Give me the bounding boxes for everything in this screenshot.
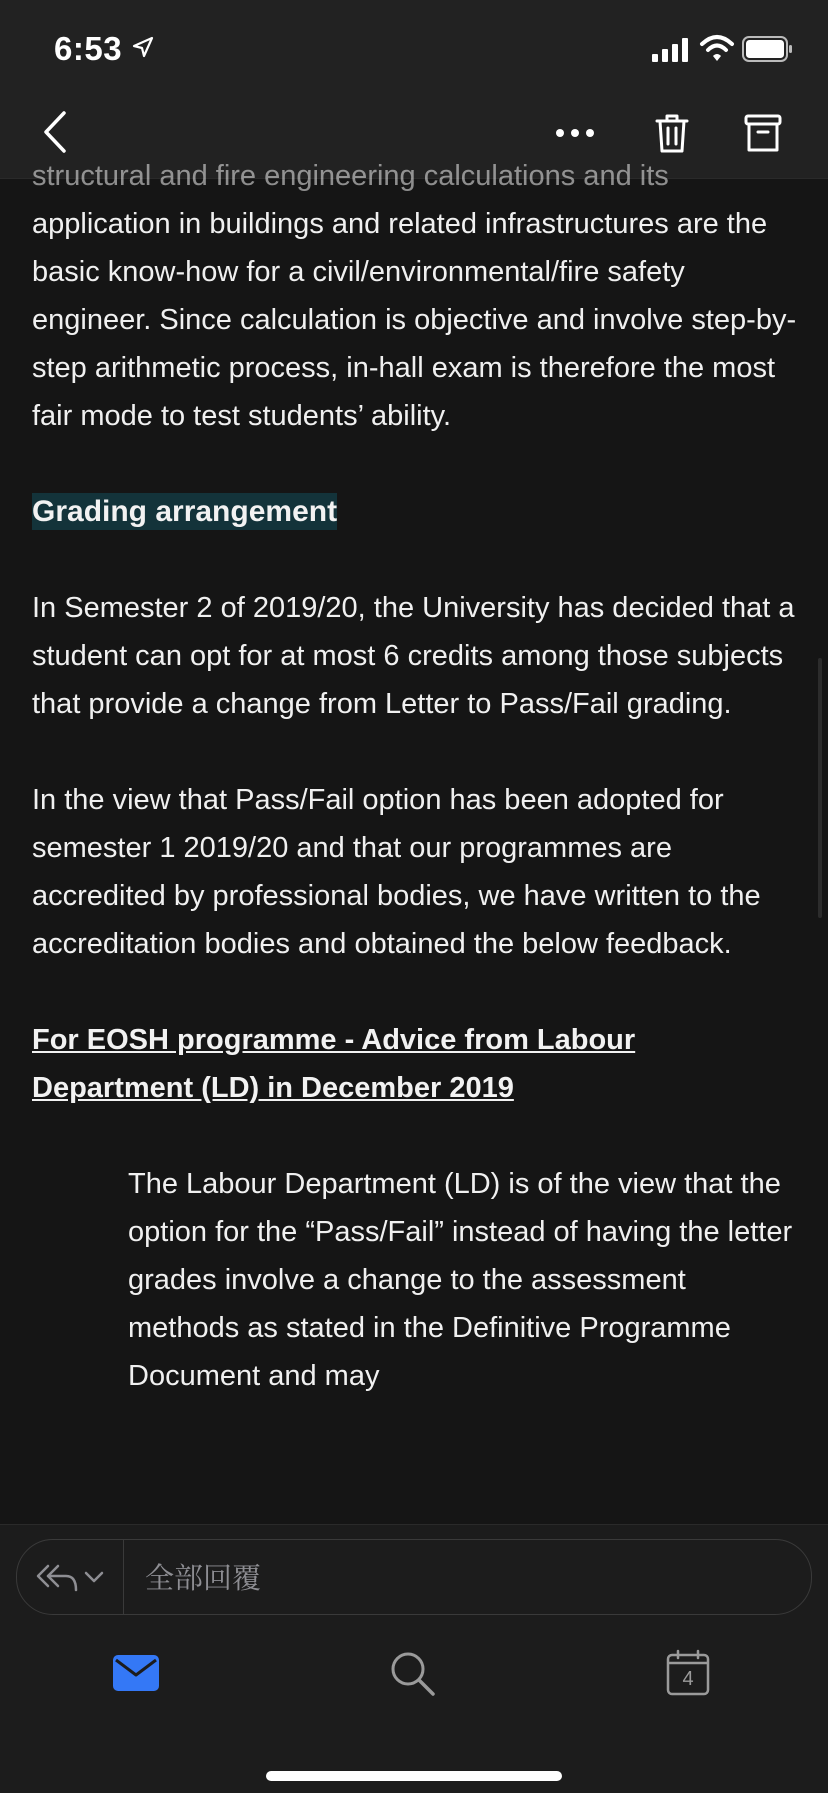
- eosh-heading: For EOSH programme - Advice from Labour Department (LD) in December 2019: [32, 1024, 636, 1104]
- battery-icon: [742, 36, 794, 62]
- tab-calendar[interactable]: [658, 1643, 718, 1703]
- reply-all-icon: [36, 1562, 78, 1592]
- chevron-left-icon: [42, 110, 68, 154]
- cellular-signal-icon: [652, 38, 690, 62]
- reply-all-mode-button[interactable]: [17, 1540, 124, 1614]
- archive-box-icon: [744, 113, 782, 153]
- grading-heading: [32, 488, 802, 536]
- grading-paragraph: In Semester 2 of 2019/20, the University has decided that a student can opt for at most 6 credits among those subjects that provide a change from Letter to Pass/Fail grading.: [32, 592, 795, 720]
- reply-box: [16, 1539, 812, 1615]
- email-body[interactable]: [0, 160, 828, 1524]
- scroll-indicator[interactable]: [818, 658, 822, 918]
- trash-icon: [655, 112, 689, 154]
- chevron-down-icon: [84, 1571, 104, 1583]
- mail-icon: [113, 1655, 159, 1691]
- bottom-bar: [0, 1524, 828, 1793]
- wifi-icon: [700, 34, 734, 62]
- tab-mail[interactable]: [106, 1643, 166, 1703]
- intro-paragraph: application in buildings and related infrastructures are the basic know-how for a civil/environmental/fire safety engineer. Since calculation is objective and involve step-by-step arithmetic process, in-hall exam is therefore the most fair mode to test students’ ability.: [32, 208, 797, 432]
- ellipsis-icon: [555, 128, 595, 138]
- status-time: 6:53: [54, 30, 123, 67]
- grading-heading-text: Grading arrangement: [32, 495, 338, 528]
- reply-input[interactable]: [143, 1540, 787, 1616]
- view-paragraph: In the view that Pass/Fail option has been adopted for semester 1 2019/20 and that our programmes are accredited by professional bodies, we have written to the accreditation bodies and obtained the below feedback.: [32, 784, 761, 960]
- more-options-button[interactable]: [548, 110, 602, 156]
- labour-department-paragraph: The Labour Department (LD) is of the view that the option for the “Pass/Fail” instead of having the letter grades involve a change to the assessment methods as stated in the Definitive Programme Document and may: [128, 1168, 793, 1392]
- location-arrow-icon: [131, 35, 155, 59]
- status-bar: [0, 0, 828, 92]
- home-indicator[interactable]: [266, 1771, 562, 1781]
- calendar-icon: [666, 1650, 710, 1696]
- tab-search[interactable]: [382, 1643, 442, 1703]
- search-icon: [388, 1649, 436, 1697]
- partial-text-line: structural and fire engineering calculations and its: [32, 160, 669, 192]
- calendar-day-number: 4: [682, 1668, 694, 1690]
